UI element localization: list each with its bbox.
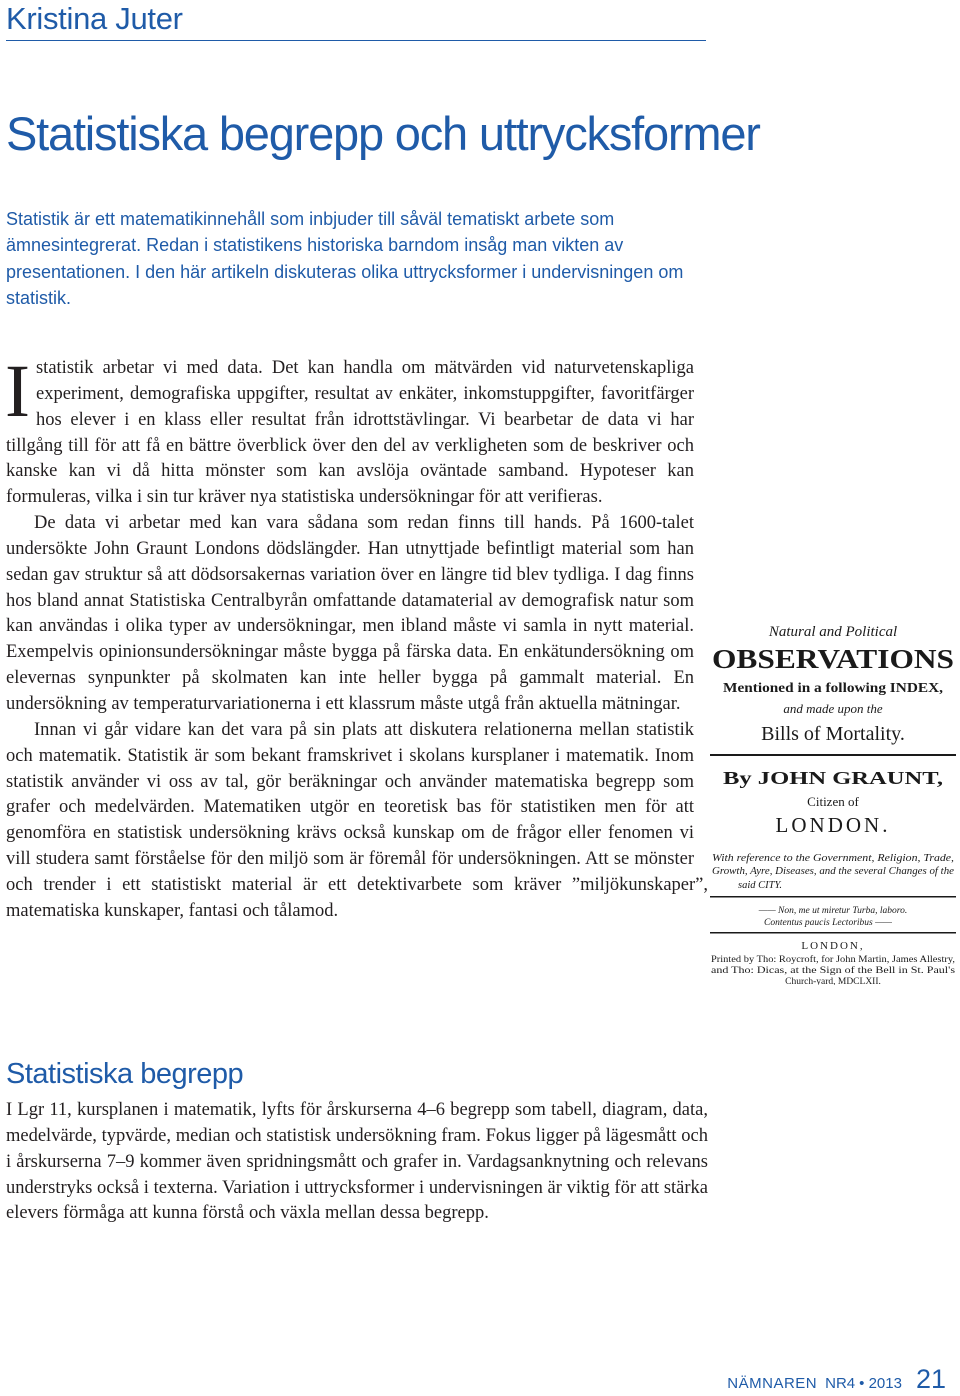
figure-line: By JOHN GRAUNT, — [723, 768, 943, 788]
figure-line: —— Non, me ut miretur Turba, laboro. — [758, 906, 908, 916]
figure-rule — [710, 896, 956, 898]
figure-line: LONDON, — [801, 940, 865, 952]
figure-line: With reference to the Government, Religion, Trade, — [712, 853, 954, 864]
issue-year: • 2013 — [859, 1375, 902, 1392]
figure-line: and made upon the — [783, 701, 883, 716]
page-number: 21 — [915, 1364, 946, 1394]
article-body — [5, 350, 708, 925]
body-paragraph: Innan vi går vidare kan det vara på sin plats att diskutera relationerna mellan statistik och matematik. Statistik är som bekant framskrivet i skolans kursplaner i matematik. Inom statistik använder vi oss av tal, gör beräkningar och använder matematiska begrepp som grafer och medelvärden. Matematiken utgör en teoretisk bas för statistiken men för att genomföra en statistisk undersökning krävs också kunskap om de frågor eller fenomen vi vill studera samt förståelse för den miljö som är föremål för undersökningen. Att se mönster och trender i ett statistiskt material är ett detektivarbete som kräver ”miljökunskaper”, matematiska kunskaper, fantasi och tålamod. — [6, 719, 708, 921]
paragraph-text: statistik arbetar vi med data. Det kan handla om mätvärden vid naturvetenskapliga experiment, demografiska uppgifter, resultat av enkäter, inkomstuppgifter, favoritfärger hos elever i en klass eller resultat från idrottstävlingar. Vi bearbetar de data vi har tillgång till för att få en bättre överblick över den del av verkligheten som de beskriver och kanske kan vi då hitta mönster som kan avslöja oväntade samband. Hypoteser kan formuleras, vilka i sin tur kräver nya statistiska undersökningar för att verifieras. — [6, 358, 694, 508]
figure-line: Natural and Political — [768, 624, 898, 640]
graunt-title-page-image — [708, 620, 958, 985]
issue-number: NR4 — [825, 1375, 856, 1392]
body-paragraph: De data vi arbetar med kan vara sådana som redan finns till hands. På 1600-talet undersökte John Graunt Londons dödslängder. Han utnyttjade befintligt material som han sedan gav struktur så att dödsorsakernas variation över en längre tid blev tydliga. I dag finns hos bland annat Statistiska Centralbyrån omfattande datamaterial av demografisk natur som kan användas i olika typer av undersökningar, men ibland måste vi samla in nytt material. Exempelvis opinionsundersökningar måste bygga på färska data. En enkätundersökning om elevernas synpunkter på skolmaten kan inte heller bygga på gammalt material. En undersökning av temperaturvariationerna i ett klassrum måste utgå från aktuella mätningar. — [6, 513, 694, 714]
body-paragraph — [5, 350, 708, 511]
journal-name: NÄMNAREN — [727, 1375, 818, 1392]
section-heading: Statistiska begrepp — [6, 1058, 244, 1090]
figure-line: and Tho: Dicas, at the Sign of the Bell in St. Paul's — [711, 966, 904, 976]
article-ingress: Statistik är ett matematikinnehåll som inbjuder till såväl tematiskt arbete som ämnesintegrerat. Redan i statistikens historiska barndom insåg man vikten av presentationen. I den här artikeln diskuteras olika uttrycksformer i undervisningen om statistik. — [6, 209, 684, 308]
figure-rule — [710, 932, 956, 934]
author-name: Kristina Juter — [6, 1, 183, 36]
figure-rule — [710, 754, 956, 756]
figure-line: Citizen of — [807, 794, 859, 809]
figure-line: Church-yard, MDCLXII. — [785, 977, 881, 985]
figure-line: Mentioned in a following INDEX, — [723, 681, 943, 696]
page-footer — [727, 1364, 946, 1395]
article-title: Statistiska begrepp och uttrycksformer — [6, 107, 760, 160]
figure-line: Bills of Mortality. — [761, 723, 905, 745]
figure-wrap-spacer — [694, 596, 708, 858]
header-rule — [6, 40, 706, 41]
figure-line: Printed by Tho: Roycroft, for John Martin, James Allestry, — [711, 955, 934, 965]
figure-line: OBSERVATIONS — [712, 644, 954, 674]
figure-line: LONDON. — [775, 813, 891, 837]
section-paragraph: I Lgr 11, kursplanen i matematik, lyfts för årskurserna 4–6 begrepp som tabell, diagram, data, medelvärde, typvärde, median och statistisk undersökning fram. Fokus ligger på lägesmått och i årskurserna 7–9 kommer även spridningsmått och grafer in. Vardagsanknytning och relevans understryks också i texterna. Variation i uttrycksformer i undervisningen är viktig för att stärka elevers förmåga att kunna förstå och växla mellan dessa begrepp. — [6, 1100, 708, 1224]
dropcap: I — [5, 350, 30, 433]
figure-line: said CITY. — [738, 880, 782, 891]
figure-line: Contentus paucis Lectoribus —— — [764, 918, 892, 928]
figure-line: Growth, Ayre, Diseases, and the several Changes of the — [712, 866, 955, 877]
